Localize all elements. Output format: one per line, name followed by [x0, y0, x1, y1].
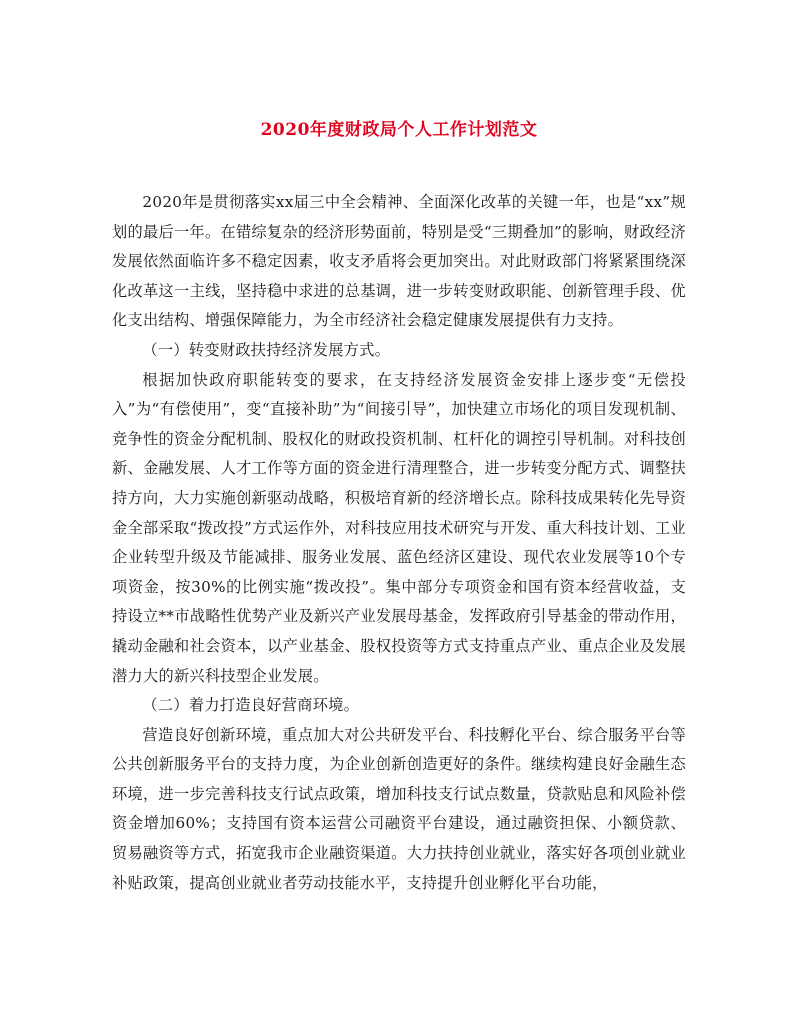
- document-body: [112, 188, 686, 898]
- section-heading-2: （二）着力打造良好营商环境。: [142, 696, 360, 715]
- paragraph-section-1: 根据加快政府职能转变的要求，在支持经济发展资金安排上逐步变“无偿投入”为“有偿使用”，变“直接补助”为“间接引导”，加快建立市场化的项目发现机制、竞争性的资金分配机制、股权化的财政投资机制、杠杆化的调控引导机制。对科技创新、金融发展、人才工作等方面的资金进行清理整合，进一步转变分配方式、调整扶持方向，大力实施创新驱动战略，积极培育新的经济增长点。除科技成果转化先导资金全部采取“拨改投”方式运作外，对科技应用技术研究与开发、重大科技计划、工业企业转型升级及节能减排、服务业发展、蓝色经济区建设、现代农业发展等10个专项资金，按30%的比例实施“拨改投”。集中部分专项资金和国有资本经营收益，支持设立**市战略性优势产业及新兴产业发展母基金，发挥政府引导基金的带动作用，撬动金融和社会资本，以产业基金、股权投资等方式支持重点产业、重点企业及发展潜力大的新兴科技型企业发展。: [112, 370, 686, 685]
- paragraph-intro: 2020年是贯彻落实xx届三中全会精神、全面深化改革的关键一年，也是“xx”规划的最后一年。在错综复杂的经济形势面前，特别是受“三期叠加”的影响，财政经济发展依然面临许多不稳定因素，收支矛盾将会更加突出。对此财政部门将紧紧围绕深化改革这一主线，坚持稳中求进的总基调，进一步转变财政职能、创新管理手段、优化支出结构、增强保障能力，为全市经济社会稳定健康发展提供有力支持。: [112, 193, 686, 330]
- paragraph-section-2: 营造良好创新环境，重点加大对公共研发平台、科技孵化平台、综合服务平台等公共创新服务平台的支持力度，为企业创新创造更好的条件。继续构建良好金融生态环境，进一步完善科技支行试点政策，增加科技支行试点数量，贷款贴息和风险补偿资金增加60%；支持国有资本运营公司融资平台建设，通过融资担保、小额贷款、贸易融资等方式，拓宽我市企业融资渠道。大力扶持创业就业，落实好各项创业就业补贴政策，提高创业就业者劳动技能水平，支持提升创业孵化平台功能，: [112, 725, 686, 892]
- document-title: 2020年度财政局个人工作计划范文: [260, 120, 538, 140]
- section-heading-1: （一）转变财政扶持经济发展方式。: [142, 340, 391, 359]
